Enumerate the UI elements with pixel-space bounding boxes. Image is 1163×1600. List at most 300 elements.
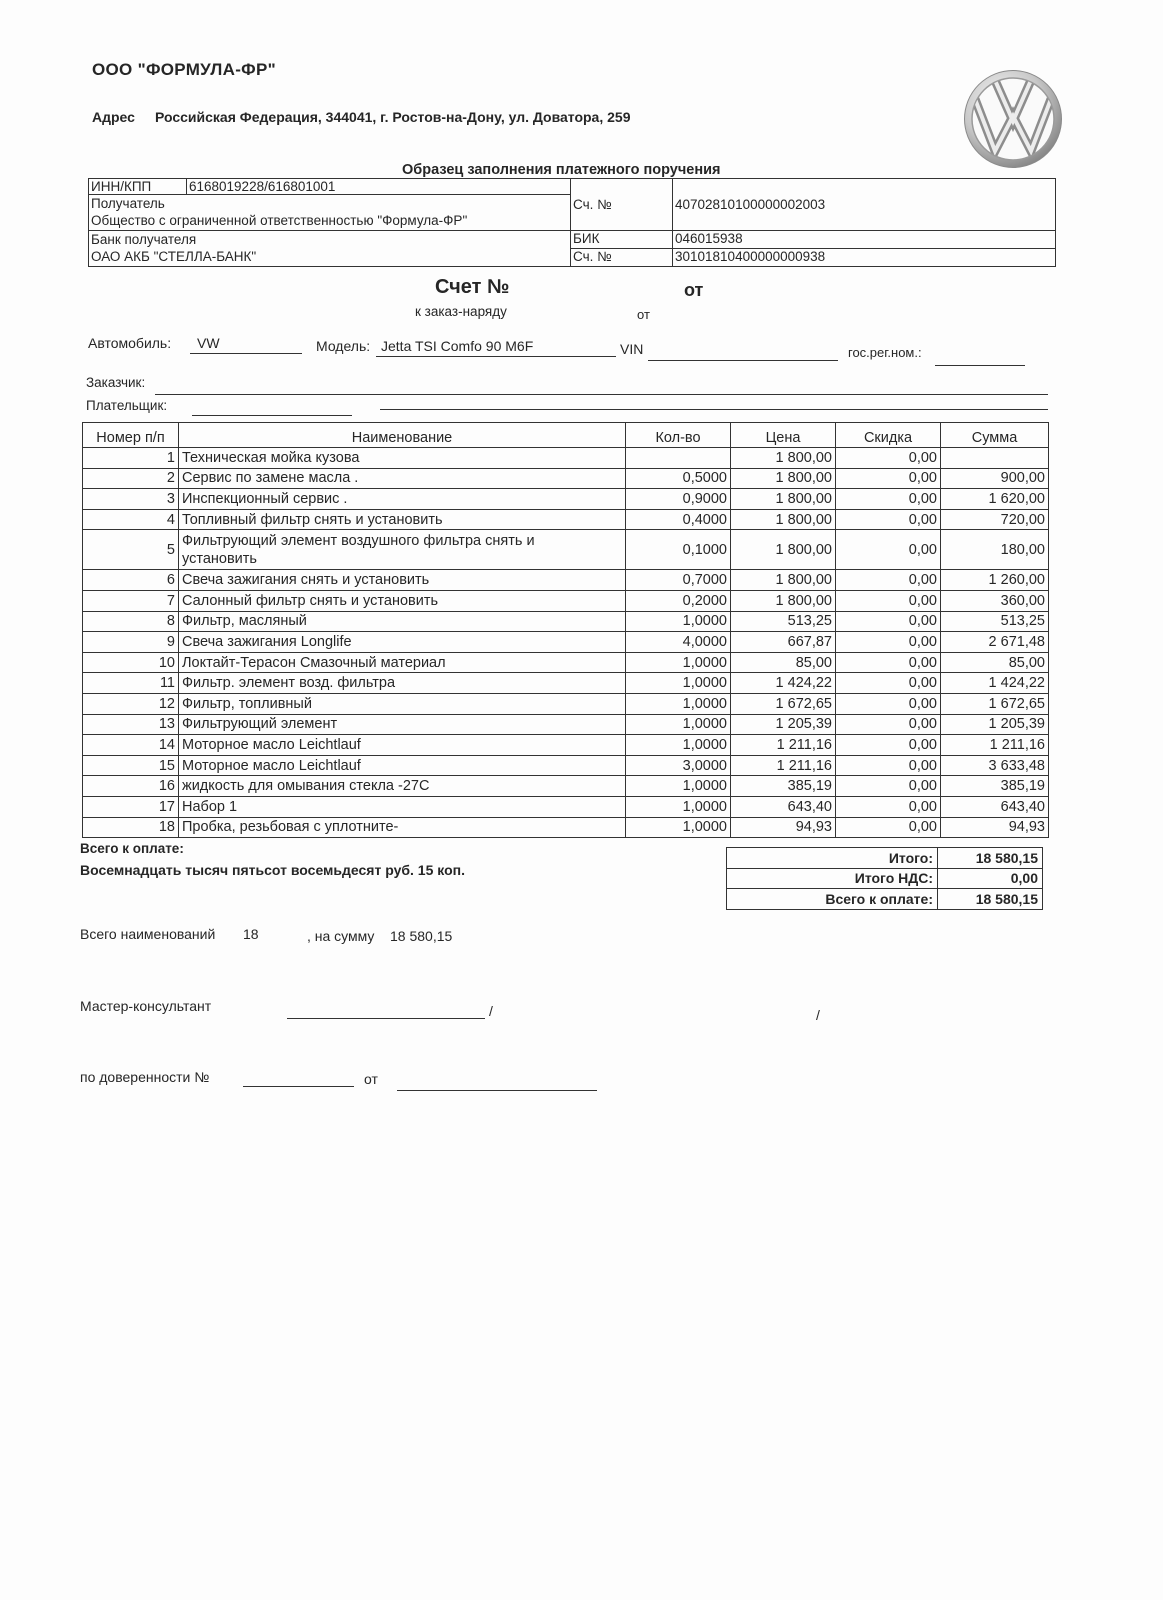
proxy-date-underline <box>397 1090 597 1091</box>
price-cell <box>731 590 836 611</box>
sum-cell <box>941 817 1049 838</box>
item-name-cell <box>179 468 626 489</box>
sum-cell <box>941 468 1049 489</box>
table-row <box>83 817 1049 838</box>
discount-cell <box>836 448 941 469</box>
amount-in-words: Восемнадцать тысяч пятьсот восемьдесят руб. 15 коп. <box>80 862 465 878</box>
recipient-label: Получатель <box>91 196 165 211</box>
price-text: 1 800,00 <box>775 449 832 466</box>
discount-cell <box>836 673 941 694</box>
column-header-name: Наименование <box>179 423 626 448</box>
grand-total-row <box>727 889 1043 910</box>
price-cell <box>731 448 836 469</box>
company-address <box>92 109 630 126</box>
inn-kpp-label: ИНН/КПП <box>89 179 187 195</box>
row-number-text: 14 <box>158 736 175 753</box>
table-row <box>83 755 1049 776</box>
row-number-text: 6 <box>166 572 175 589</box>
discount-text: 0,00 <box>908 716 937 733</box>
invoice-date-label: от <box>684 280 704 300</box>
discount-cell <box>836 611 941 632</box>
row-number-cell <box>83 796 179 817</box>
item-name-cell <box>179 509 626 530</box>
vin-label: VIN <box>620 341 644 357</box>
table-row <box>83 735 1049 756</box>
discount-cell <box>836 652 941 673</box>
item-name-cell <box>179 735 626 756</box>
item-name-cell <box>179 590 626 611</box>
item-name-text: Фильтрующий элемент <box>182 716 338 733</box>
quantity-text: 1,0000 <box>682 716 727 733</box>
sum-cell <box>941 570 1049 591</box>
item-name-cell <box>179 570 626 591</box>
quantity-cell <box>626 570 731 591</box>
car-field: VW <box>190 333 302 354</box>
items-table <box>82 422 1049 838</box>
item-name-text: Сервис по замене масла . <box>182 470 359 487</box>
sum-cell <box>941 673 1049 694</box>
quantity-text: 0,7000 <box>682 572 727 589</box>
reg-number-field <box>935 345 1025 366</box>
payment-sample-title: Образец заполнения платежного поручения <box>402 162 721 178</box>
sum-text: 513,25 <box>1000 613 1045 630</box>
sum-text: 360,00 <box>1000 592 1045 609</box>
table-row <box>83 468 1049 489</box>
sum-text: 900,00 <box>1000 470 1045 487</box>
quantity-cell <box>626 796 731 817</box>
address-text: Российская Федерация, 344041, г. Ростов-на-Дону, ул. Доватора, 259 <box>155 109 631 125</box>
signature-separator: / <box>489 1003 493 1019</box>
table-row <box>83 530 1049 570</box>
column-header-discount: Скидка <box>836 423 941 448</box>
discount-text: 0,00 <box>908 449 937 466</box>
row-number-text: 13 <box>158 716 175 733</box>
price-cell <box>731 776 836 797</box>
account-value: 40702810100000002003 <box>673 179 1056 231</box>
signature-separator: / <box>816 1007 820 1023</box>
discount-text: 0,00 <box>908 654 937 671</box>
row-number-text: 7 <box>166 592 175 609</box>
discount-text: 0,00 <box>908 613 937 630</box>
reg-number-label: гос.рег.ном.: <box>848 345 922 360</box>
recipient-cell <box>89 195 571 231</box>
price-cell <box>731 673 836 694</box>
bank-label: Банк получателя <box>91 232 197 247</box>
order-label: к заказ-наряду <box>415 304 507 319</box>
quantity-text: 0,4000 <box>682 511 727 528</box>
sum-cell <box>941 489 1049 510</box>
price-text: 667,87 <box>787 633 832 650</box>
price-text: 85,00 <box>795 654 832 671</box>
discount-text: 0,00 <box>908 778 937 795</box>
price-text: 1 800,00 <box>775 470 832 487</box>
row-number-text: 16 <box>158 778 175 795</box>
discount-cell <box>836 489 941 510</box>
price-cell <box>731 530 836 570</box>
row-number-cell <box>83 590 179 611</box>
price-text: 385,19 <box>787 778 832 795</box>
discount-text: 0,00 <box>908 592 937 609</box>
discount-cell <box>836 693 941 714</box>
quantity-text: 1,0000 <box>682 695 727 712</box>
item-name-text: Фильтр, топливный <box>182 695 312 712</box>
row-number-text: 12 <box>158 695 175 712</box>
sum-text: 3 633,48 <box>988 757 1045 774</box>
quantity-text: 0,1000 <box>682 541 727 558</box>
row-number-cell <box>83 570 179 591</box>
row-number-text: 10 <box>158 654 175 671</box>
price-cell <box>731 652 836 673</box>
row-number-text: 18 <box>158 819 175 836</box>
item-name-cell <box>179 817 626 838</box>
price-cell <box>731 796 836 817</box>
row-number-cell <box>83 632 179 653</box>
grand-total-label: Всего к оплате: <box>727 889 938 910</box>
item-name-text: Топливный фильтр снять и установить <box>182 511 443 528</box>
sum-text: 1 211,16 <box>989 736 1045 753</box>
sum-text: 643,40 <box>1000 798 1045 815</box>
row-number-text: 4 <box>166 511 175 528</box>
items-count-label: Всего наименований <box>80 926 216 942</box>
column-header-quantity: Кол-во <box>626 423 731 448</box>
sum-cell <box>941 652 1049 673</box>
model-field: Jetta TSI Comfo 90 M6F <box>376 336 616 357</box>
item-name-text: Свеча зажигания снять и установить <box>182 572 430 589</box>
discount-text: 0,00 <box>908 572 937 589</box>
price-cell <box>731 735 836 756</box>
vat-value: 0,00 <box>938 868 1043 889</box>
quantity-cell <box>626 673 731 694</box>
sum-cell <box>941 530 1049 570</box>
item-name-text: Фильтр, масляный <box>182 613 307 630</box>
row-number-text: 5 <box>166 541 175 558</box>
vat-row <box>727 868 1043 889</box>
price-text: 1 211,16 <box>776 757 832 774</box>
item-name-text: Фильтр. элемент возд. фильтра <box>182 675 396 692</box>
price-cell <box>731 817 836 838</box>
sum-cell <box>941 509 1049 530</box>
item-name-cell <box>179 693 626 714</box>
discount-cell <box>836 509 941 530</box>
item-name-text: Локтайт-Терасон Смазочный материал <box>182 654 446 671</box>
sum-cell <box>941 755 1049 776</box>
quantity-cell <box>626 509 731 530</box>
item-name-cell <box>179 611 626 632</box>
master-consultant-label: Мастер-консультант <box>80 998 212 1014</box>
quantity-text: 4,0000 <box>682 633 727 650</box>
discount-text: 0,00 <box>908 511 937 528</box>
corr-account-value: 30101810400000000938 <box>673 249 1056 267</box>
row-number-cell <box>83 693 179 714</box>
sum-text: 2 671,48 <box>988 633 1045 650</box>
quantity-text: 1,0000 <box>682 736 727 753</box>
vat-label: Итого НДС: <box>727 868 938 889</box>
table-row <box>83 776 1049 797</box>
customer-underline <box>155 394 1048 395</box>
proxy-number-underline <box>243 1086 354 1087</box>
item-name-cell <box>179 776 626 797</box>
price-cell <box>731 693 836 714</box>
price-cell <box>731 509 836 530</box>
row-number-cell <box>83 611 179 632</box>
quantity-cell <box>626 448 731 469</box>
payment-details-table <box>88 178 1056 267</box>
quantity-cell <box>626 468 731 489</box>
quantity-cell <box>626 489 731 510</box>
bank-value: ОАО АКБ "СТЕЛЛА-БАНК" <box>91 249 257 264</box>
item-name-cell <box>179 448 626 469</box>
sum-text: 385,19 <box>1000 778 1045 795</box>
price-text: 1 800,00 <box>775 511 832 528</box>
inn-kpp-value: 6168019228/616801001 <box>187 179 571 195</box>
quantity-cell <box>626 590 731 611</box>
quantity-text: 1,0000 <box>682 819 727 836</box>
discount-text: 0,00 <box>908 695 937 712</box>
discount-text: 0,00 <box>908 736 937 753</box>
order-date-label: от <box>637 307 650 322</box>
price-cell <box>731 632 836 653</box>
bik-label: БИК <box>571 231 673 249</box>
sum-text: 1 424,22 <box>988 675 1045 692</box>
row-number-cell <box>83 652 179 673</box>
table-row <box>83 509 1049 530</box>
price-cell <box>731 714 836 735</box>
sum-cell <box>941 796 1049 817</box>
quantity-cell <box>626 817 731 838</box>
quantity-cell <box>626 652 731 673</box>
summary-sum-label: , на сумму <box>307 928 375 944</box>
discount-text: 0,00 <box>908 819 937 836</box>
discount-text: 0,00 <box>908 633 937 650</box>
price-text: 94,93 <box>795 819 832 836</box>
item-name-text: Инспекционный сервис . <box>182 490 348 507</box>
sum-text: 1 620,00 <box>988 490 1045 507</box>
car-label: Автомобиль: <box>88 335 172 351</box>
price-cell <box>731 755 836 776</box>
invoice-title: Счет № <box>435 276 510 298</box>
corr-account-label: Сч. № <box>571 249 673 267</box>
discount-cell <box>836 776 941 797</box>
quantity-cell <box>626 735 731 756</box>
sum-text: 1 260,00 <box>988 572 1045 589</box>
price-text: 1 211,16 <box>776 736 832 753</box>
discount-text: 0,00 <box>908 541 937 558</box>
discount-cell <box>836 796 941 817</box>
price-text: 1 800,00 <box>775 592 832 609</box>
sum-text: 94,93 <box>1008 819 1045 836</box>
quantity-text: 1,0000 <box>682 778 727 795</box>
row-number-cell <box>83 673 179 694</box>
item-name-cell <box>179 714 626 735</box>
item-name-cell <box>179 796 626 817</box>
item-name-cell <box>179 673 626 694</box>
item-name-text: Пробка, резьбовая с уплотните- <box>182 819 399 836</box>
row-number-cell <box>83 735 179 756</box>
row-number-text: 8 <box>166 613 175 630</box>
table-row <box>83 590 1049 611</box>
price-text: 1 800,00 <box>775 541 832 558</box>
row-number-cell <box>83 448 179 469</box>
item-name-text: Моторное масло Leichtlauf <box>182 736 361 753</box>
model-label: Модель: <box>316 338 371 354</box>
table-row <box>83 570 1049 591</box>
quantity-cell <box>626 693 731 714</box>
price-cell <box>731 611 836 632</box>
items-header-row <box>83 423 1049 448</box>
table-row <box>83 693 1049 714</box>
quantity-cell <box>626 611 731 632</box>
item-name-text: Фильтрующий элемент воздушного фильтра снять и установить <box>182 532 535 567</box>
discount-text: 0,00 <box>908 675 937 692</box>
master-signature-underline <box>287 1018 485 1019</box>
quantity-text: 0,2000 <box>682 592 727 609</box>
inn-kpp-row <box>89 179 1056 195</box>
quantity-text: 1,0000 <box>682 613 727 630</box>
table-row <box>83 448 1049 469</box>
table-row <box>83 714 1049 735</box>
column-header-price: Цена <box>731 423 836 448</box>
subtotal-label: Итого: <box>727 848 938 869</box>
row-number-text: 9 <box>166 633 175 650</box>
discount-cell <box>836 817 941 838</box>
price-text: 1 800,00 <box>775 572 832 589</box>
items-count: 18 <box>243 926 259 942</box>
payer-underline-short <box>192 415 352 416</box>
discount-text: 0,00 <box>908 798 937 815</box>
table-row <box>83 489 1049 510</box>
proxy-date-label: от <box>364 1071 378 1087</box>
quantity-cell <box>626 755 731 776</box>
price-text: 643,40 <box>787 798 832 815</box>
quantity-text: 3,0000 <box>682 757 727 774</box>
row-number-text: 11 <box>159 675 175 692</box>
payer-label: Плательщик: <box>86 398 168 413</box>
discount-cell <box>836 530 941 570</box>
item-name-text: Свеча зажигания Longlife <box>182 633 352 650</box>
price-cell <box>731 489 836 510</box>
item-name-cell <box>179 652 626 673</box>
quantity-cell <box>626 530 731 570</box>
row-number-cell <box>83 509 179 530</box>
discount-text: 0,00 <box>908 490 937 507</box>
quantity-cell <box>626 632 731 653</box>
row-number-text: 1 <box>166 449 175 466</box>
bank-cell <box>89 231 571 267</box>
row-number-cell <box>83 776 179 797</box>
table-row <box>83 632 1049 653</box>
sum-cell <box>941 632 1049 653</box>
quantity-text: 1,0000 <box>682 798 727 815</box>
sum-cell <box>941 735 1049 756</box>
quantity-text: 0,5000 <box>682 470 727 487</box>
item-name-text: Набор 1 <box>182 798 238 815</box>
proxy-label: по доверенности № <box>80 1069 210 1085</box>
price-text: 1 205,39 <box>775 716 832 733</box>
item-name-text: Салонный фильтр снять и установить <box>182 592 439 609</box>
price-text: 1 424,22 <box>775 675 832 692</box>
discount-cell <box>836 755 941 776</box>
recipient-value: Общество с ограниченной ответственностью "Формула-ФР" <box>91 213 468 228</box>
column-header-number: Номер п/п <box>83 423 179 448</box>
items-body <box>83 448 1049 838</box>
grand-total-value: 18 580,15 <box>938 889 1043 910</box>
item-name-cell <box>179 755 626 776</box>
price-text: 513,25 <box>787 613 832 630</box>
sum-text: 1 672,65 <box>988 695 1045 712</box>
quantity-cell <box>626 776 731 797</box>
column-header-sum: Сумма <box>941 423 1049 448</box>
row-number-cell <box>83 714 179 735</box>
row-number-cell <box>83 817 179 838</box>
row-number-text: 2 <box>166 470 175 487</box>
discount-text: 0,00 <box>908 757 937 774</box>
row-number-cell <box>83 530 179 570</box>
discount-cell <box>836 590 941 611</box>
table-row <box>83 673 1049 694</box>
sum-cell <box>941 448 1049 469</box>
customer-label: Заказчик: <box>86 375 146 390</box>
bank-row <box>89 231 1056 249</box>
sum-text: 720,00 <box>1000 511 1045 528</box>
discount-cell <box>836 714 941 735</box>
summary-sum: 18 580,15 <box>390 928 453 944</box>
row-number-cell <box>83 468 179 489</box>
company-name: ООО "ФОРМУЛА-ФР" <box>92 60 276 79</box>
sum-cell <box>941 611 1049 632</box>
table-row <box>83 652 1049 673</box>
item-name-text: жидкость для омывания стекла -27С <box>182 778 430 795</box>
quantity-text: 1,0000 <box>682 675 727 692</box>
bik-value: 046015938 <box>673 231 1056 249</box>
discount-cell <box>836 468 941 489</box>
item-name-cell <box>179 489 626 510</box>
table-row <box>83 796 1049 817</box>
row-number-text: 3 <box>166 490 175 507</box>
item-name-cell <box>179 632 626 653</box>
price-cell <box>731 468 836 489</box>
discount-cell <box>836 735 941 756</box>
totals-table <box>726 847 1043 910</box>
sum-cell <box>941 590 1049 611</box>
table-row <box>83 611 1049 632</box>
price-cell <box>731 570 836 591</box>
quantity-text: 0,9000 <box>682 490 727 507</box>
sum-text: 1 205,39 <box>988 716 1045 733</box>
item-name-text: Техническая мойка кузова <box>182 449 360 466</box>
item-name-text: Моторное масло Leichtlauf <box>182 757 361 774</box>
quantity-cell <box>626 714 731 735</box>
vw-logo <box>963 69 1063 169</box>
row-number-cell <box>83 489 179 510</box>
sum-cell <box>941 776 1049 797</box>
discount-cell <box>836 632 941 653</box>
quantity-text: 1,0000 <box>682 654 727 671</box>
sum-cell <box>941 693 1049 714</box>
subtotal-value: 18 580,15 <box>938 848 1043 869</box>
row-number-text: 17 <box>158 798 175 815</box>
price-text: 1 672,65 <box>775 695 832 712</box>
sum-text: 85,00 <box>1008 654 1045 671</box>
discount-cell <box>836 570 941 591</box>
row-number-cell <box>83 755 179 776</box>
discount-text: 0,00 <box>908 470 937 487</box>
sum-cell <box>941 714 1049 735</box>
item-name-cell <box>179 530 626 570</box>
sum-text: 180,00 <box>1000 541 1045 558</box>
row-number-text: 15 <box>158 757 175 774</box>
account-label: Сч. № <box>571 179 673 231</box>
payer-underline-long <box>380 409 1048 410</box>
